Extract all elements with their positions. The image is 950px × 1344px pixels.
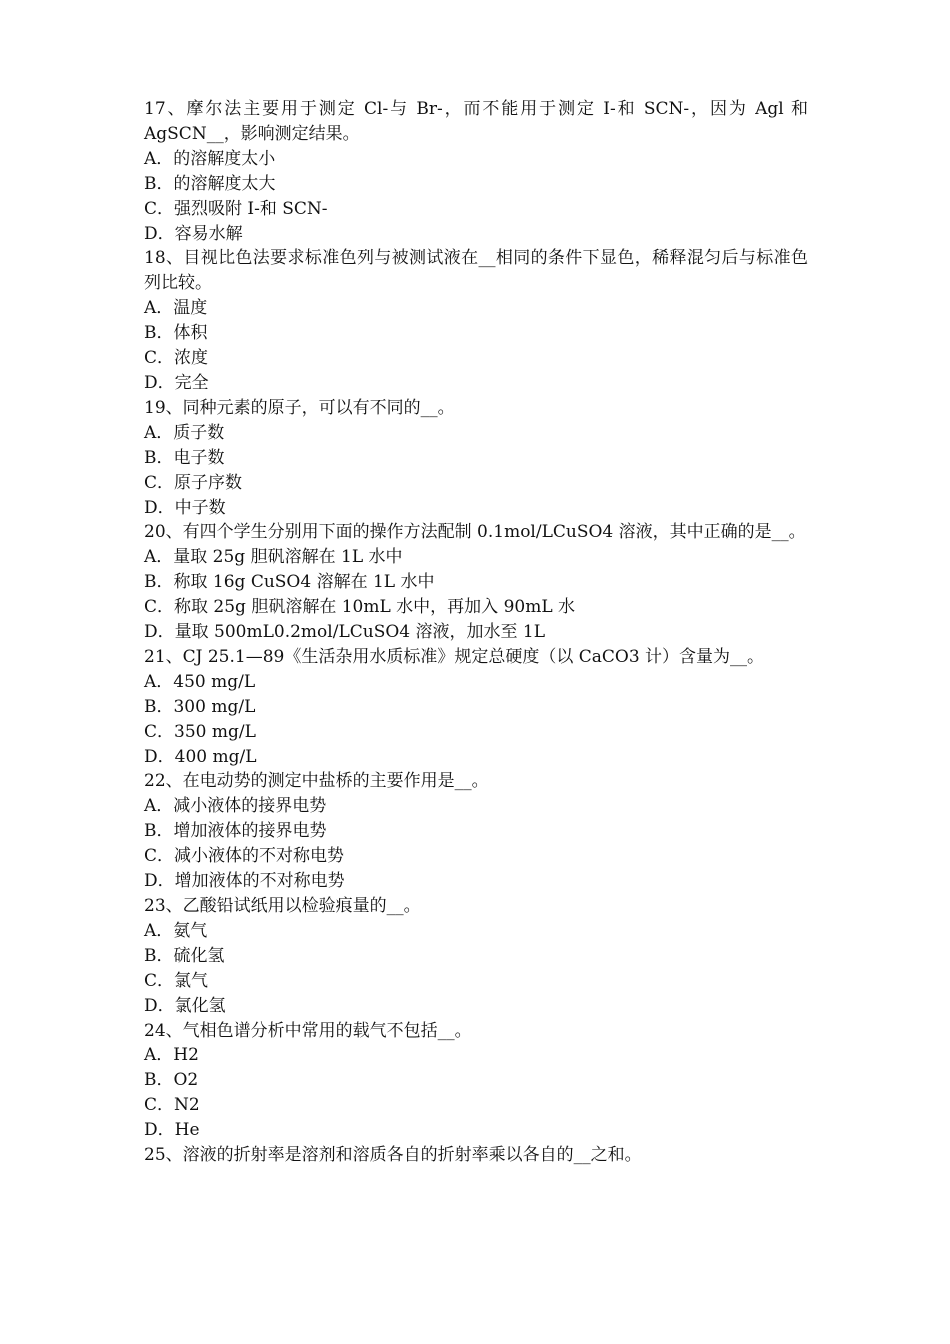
question-stem: 19、同种元素的原子，可以有不同的__。 <box>144 397 455 418</box>
option-c: C．浓度 <box>144 348 209 369</box>
option-b: B．的溶解度太大 <box>144 173 276 194</box>
option-a: A．450 mg/L <box>144 671 256 692</box>
option-b: B．电子数 <box>144 447 225 468</box>
question-20 <box>144 520 808 645</box>
option-d: D．容易水解 <box>144 223 243 244</box>
option-c: C．350 mg/L <box>144 721 256 742</box>
option-c: C．减小液体的不对称电势 <box>144 846 345 867</box>
option-c: C．强烈吸附 I-和 SCN- <box>144 198 328 219</box>
question-stem: 24、气相色谱分析中常用的载气不包括__。 <box>144 1020 472 1041</box>
option-a: A．温度 <box>144 298 208 319</box>
option-a: A．H2 <box>144 1045 199 1066</box>
option-c: C．氯气 <box>144 970 209 991</box>
question-stem: 18、目视比色法要求标准色列与被测试液在__相同的条件下显色，稀释混匀后与标准色列比较。 <box>144 248 808 294</box>
option-d: D．量取 500mL0.2mol/LCuSO4 溶液，加水至 1L <box>144 622 546 643</box>
option-a: A．量取 25g 胆矾溶解在 1L 水中 <box>144 547 403 568</box>
question-21 <box>144 645 808 770</box>
option-d: D．完全 <box>144 372 209 393</box>
question-stem: 22、在电动势的测定中盐桥的主要作用是__。 <box>144 771 489 792</box>
option-c: C．原子序数 <box>144 472 243 493</box>
question-stem: 21、CJ 25.1—89《生活杂用水质标准》规定总硬度（以 CaCO3 计）含量为__。 <box>144 646 765 667</box>
option-b: B．硫化氢 <box>144 945 225 966</box>
option-a: A．质子数 <box>144 422 225 443</box>
question-stem: 25、溶液的折射率是溶剂和溶质各自的折射率乘以各自的__之和。 <box>144 1145 642 1166</box>
question-17 <box>144 97 808 246</box>
question-stem: 23、乙酸铅试纸用以检验痕量的__。 <box>144 896 421 916</box>
option-b: B．体积 <box>144 323 208 344</box>
option-b: B．300 mg/L <box>144 696 256 717</box>
option-d: D．增加液体的不对称电势 <box>144 871 345 892</box>
question-stem: 20、有四个学生分别用下面的操作方法配制 0.1mol/LCuSO4 溶液，其中正确的是__。 <box>144 522 806 543</box>
question-22 <box>144 769 808 894</box>
option-b: B．称取 16g CuSO4 溶解在 1L 水中 <box>144 572 435 593</box>
question-stem: 17、摩尔法主要用于测定 Cl-与 Br-，而不能用于测定 I-和 SCN-，因为 Agl 和 AgSCN__，影响测定结果。 <box>144 99 808 144</box>
option-d: D．中子数 <box>144 497 226 518</box>
question-18 <box>144 246 808 395</box>
option-c: C．称取 25g 胆矾溶解在 10mL 水中，再加入 90mL 水 <box>144 597 576 618</box>
option-a: A．减小液体的接界电势 <box>144 796 327 817</box>
option-d: D．400 mg/L <box>144 746 257 767</box>
option-d: D．氯化氢 <box>144 995 226 1016</box>
option-a: A．的溶解度太小 <box>144 148 276 169</box>
option-d: D．He <box>144 1120 200 1141</box>
question-24 <box>144 1019 808 1144</box>
question-25 <box>144 1143 808 1168</box>
question-19 <box>144 396 808 521</box>
option-b: B．O2 <box>144 1070 199 1091</box>
option-c: C．N2 <box>144 1095 200 1116</box>
option-a: A．氨气 <box>144 920 208 941</box>
document-page <box>144 97 808 1168</box>
option-b: B．增加液体的接界电势 <box>144 821 327 842</box>
question-23 <box>144 894 808 1019</box>
